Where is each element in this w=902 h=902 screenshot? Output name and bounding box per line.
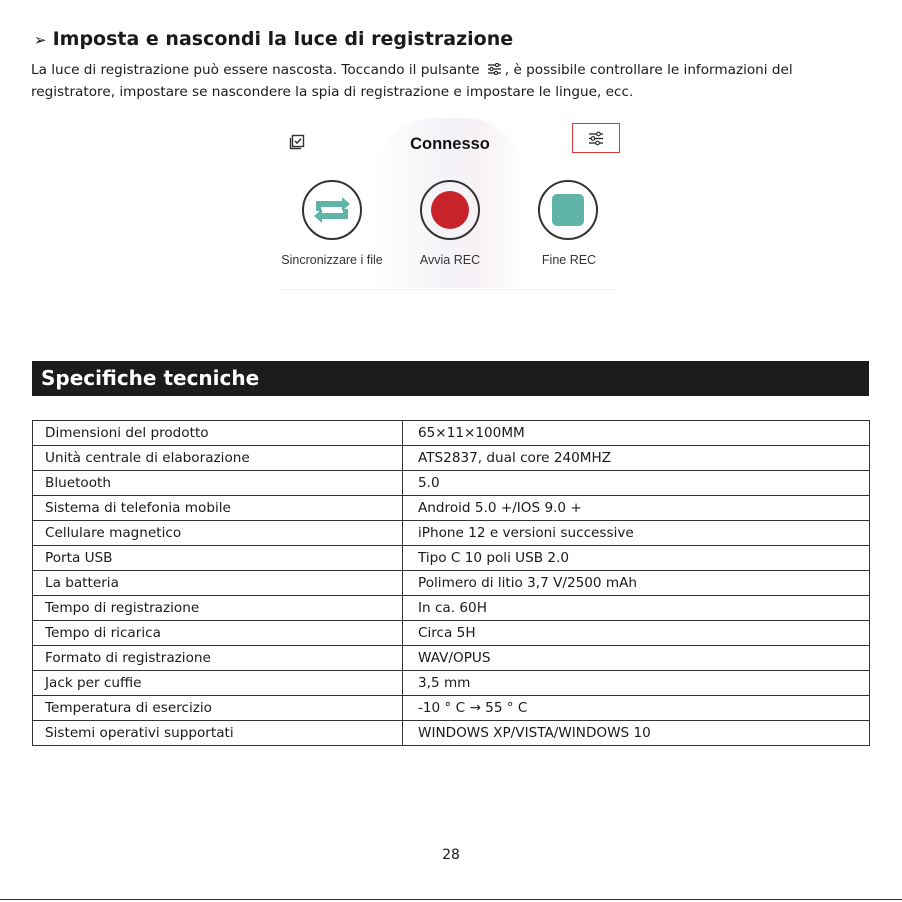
specs-table — [32, 420, 870, 746]
spec-key: Bluetooth — [33, 471, 403, 496]
sync-icon — [312, 193, 352, 227]
spec-value: Android 5.0 +/IOS 9.0 + — [403, 496, 870, 521]
settings-sliders-icon — [487, 61, 502, 82]
screenshot-bottom-edge — [280, 289, 615, 290]
settings-button[interactable] — [572, 123, 620, 153]
spec-key: Sistema di telefonia mobile — [33, 496, 403, 521]
table-row — [33, 521, 870, 546]
table-row — [33, 446, 870, 471]
spec-value: 5.0 — [403, 471, 870, 496]
specs-heading: Specifiche tecniche — [32, 361, 869, 396]
spec-key: Sistemi operativi supportati — [33, 721, 403, 746]
section-title: Imposta e nascondi la luce di registrazione — [52, 28, 514, 50]
table-row — [33, 571, 870, 596]
table-row — [33, 721, 870, 746]
sync-files-button[interactable] — [302, 180, 362, 240]
stop-rec-label: Fine REC — [541, 253, 597, 267]
table-row — [33, 496, 870, 521]
spec-value: ATS2837, dual core 240MHZ — [403, 446, 870, 471]
intro-text-line2: registratore, impostare se nascondere la spia di registrazione e impostare le lingue, ecc. — [31, 84, 634, 100]
spec-value: Circa 5H — [403, 621, 870, 646]
sync-files-label: Sincronizzare i file — [281, 253, 383, 267]
table-row — [33, 696, 870, 721]
spec-value: Polimero di litio 3,7 V/2500 mAh — [403, 571, 870, 596]
spec-key: Tempo di ricarica — [33, 621, 403, 646]
table-row — [33, 646, 870, 671]
start-rec-label: Avvia REC — [419, 253, 481, 267]
spec-key: Dimensioni del prodotto — [33, 421, 403, 446]
spec-value: iPhone 12 e versioni successive — [403, 521, 870, 546]
table-row — [33, 471, 870, 496]
spec-value: In ca. 60H — [403, 596, 870, 621]
spec-key: Porta USB — [33, 546, 403, 571]
arrow-bullet-icon: ➢ — [34, 31, 47, 49]
spec-key: Formato di registrazione — [33, 646, 403, 671]
stop-rec-button[interactable] — [538, 180, 598, 240]
settings-sliders-icon — [587, 131, 605, 146]
section-heading — [34, 28, 513, 50]
spec-value: Tipo C 10 poli USB 2.0 — [403, 546, 870, 571]
connection-status-title: Connesso — [410, 135, 490, 153]
table-row — [33, 546, 870, 571]
spec-key: Cellulare magnetico — [33, 521, 403, 546]
spec-key: Temperatura di esercizio — [33, 696, 403, 721]
spec-key: La batteria — [33, 571, 403, 596]
bottom-rule — [0, 899, 902, 900]
table-row — [33, 621, 870, 646]
table-row — [33, 596, 870, 621]
spec-value: WAV/OPUS — [403, 646, 870, 671]
spec-value: WINDOWS XP/VISTA/WINDOWS 10 — [403, 721, 870, 746]
spec-key: Unità centrale di elaborazione — [33, 446, 403, 471]
checklist-icon[interactable] — [289, 134, 305, 154]
record-icon — [431, 191, 469, 229]
page-number: 28 — [442, 847, 460, 863]
table-row — [33, 671, 870, 696]
intro-text-part1: La luce di registrazione può essere nascosta. Toccando il pulsante — [31, 62, 480, 78]
spec-value: -10 ° C → 55 ° C — [403, 696, 870, 721]
table-row — [33, 421, 870, 446]
intro-text-part2: , è possibile controllare le informazioni del — [504, 62, 793, 78]
app-screenshot — [270, 118, 622, 292]
stop-icon — [552, 194, 584, 226]
spec-value: 65×11×100MM — [403, 421, 870, 446]
spec-value: 3,5 mm — [403, 671, 870, 696]
spec-key: Tempo di registrazione — [33, 596, 403, 621]
intro-paragraph — [31, 60, 871, 103]
spec-key: Jack per cuffie — [33, 671, 403, 696]
start-rec-button[interactable] — [420, 180, 480, 240]
